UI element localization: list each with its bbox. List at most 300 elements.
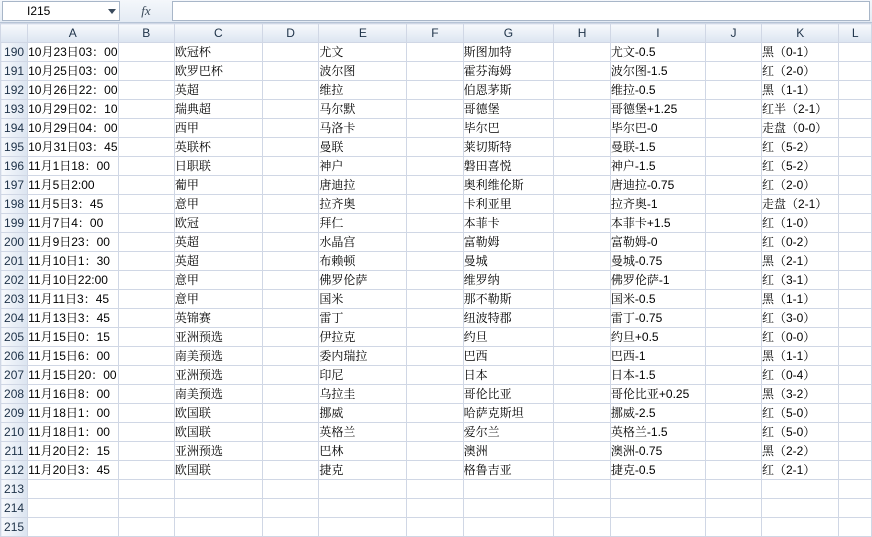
row-header[interactable]: 201: [1, 252, 28, 271]
row-header[interactable]: 195: [1, 138, 28, 157]
cell-J193[interactable]: [706, 100, 762, 119]
cell-I205[interactable]: 约旦+0.5: [610, 328, 705, 347]
cell-J206[interactable]: [706, 347, 762, 366]
cell-I212[interactable]: 捷克-0.5: [610, 461, 705, 480]
cell-J209[interactable]: [706, 404, 762, 423]
cell-L215[interactable]: [839, 518, 872, 537]
row-header[interactable]: 197: [1, 176, 28, 195]
cell-H209[interactable]: [554, 404, 611, 423]
cell-G211[interactable]: 澳洲: [463, 442, 554, 461]
cell-G191[interactable]: 霍芬海姆: [463, 62, 554, 81]
cell-H196[interactable]: [554, 157, 611, 176]
cell-H202[interactable]: [554, 271, 611, 290]
cell-B197[interactable]: [118, 176, 174, 195]
cell-D191[interactable]: [262, 62, 319, 81]
column-header-B[interactable]: B: [118, 24, 174, 43]
cell-E206[interactable]: 委内瑞拉: [319, 347, 407, 366]
cell-L214[interactable]: [839, 499, 872, 518]
cell-D212[interactable]: [262, 461, 319, 480]
cell-G207[interactable]: 日本: [463, 366, 554, 385]
cell-C213[interactable]: [174, 480, 262, 499]
cell-G213[interactable]: [463, 480, 554, 499]
cell-L207[interactable]: [839, 366, 872, 385]
cell-A196[interactable]: 11月1日18：00: [28, 157, 118, 176]
cell-C194[interactable]: 西甲: [174, 119, 262, 138]
cell-E196[interactable]: 神户: [319, 157, 407, 176]
cell-A215[interactable]: [28, 518, 118, 537]
cell-L193[interactable]: [839, 100, 872, 119]
cell-L192[interactable]: [839, 81, 872, 100]
cell-E214[interactable]: [319, 499, 407, 518]
cell-A208[interactable]: 11月16日8：00: [28, 385, 118, 404]
cell-K212[interactable]: 红（2-1）: [761, 461, 839, 480]
cell-F199[interactable]: [407, 214, 463, 233]
cell-A192[interactable]: 10月26日22：00: [28, 81, 118, 100]
column-header-A[interactable]: A: [28, 24, 118, 43]
cell-C203[interactable]: 意甲: [174, 290, 262, 309]
cell-A198[interactable]: 11月5日3：45: [28, 195, 118, 214]
cell-I210[interactable]: 英格兰-1.5: [610, 423, 705, 442]
cell-I200[interactable]: 富勒姆-0: [610, 233, 705, 252]
cell-B205[interactable]: [118, 328, 174, 347]
cell-E212[interactable]: 捷克: [319, 461, 407, 480]
row-header[interactable]: 198: [1, 195, 28, 214]
cell-F211[interactable]: [407, 442, 463, 461]
cell-K214[interactable]: [761, 499, 839, 518]
cell-D210[interactable]: [262, 423, 319, 442]
cell-F213[interactable]: [407, 480, 463, 499]
cell-I199[interactable]: 本菲卡+1.5: [610, 214, 705, 233]
cell-B193[interactable]: [118, 100, 174, 119]
cell-F204[interactable]: [407, 309, 463, 328]
cell-K201[interactable]: 黑（2-1）: [761, 252, 839, 271]
row-header[interactable]: 211: [1, 442, 28, 461]
chevron-down-icon[interactable]: [108, 9, 116, 14]
cell-D194[interactable]: [262, 119, 319, 138]
cell-C215[interactable]: [174, 518, 262, 537]
cell-J203[interactable]: [706, 290, 762, 309]
row-header[interactable]: 199: [1, 214, 28, 233]
cell-H199[interactable]: [554, 214, 611, 233]
cell-D202[interactable]: [262, 271, 319, 290]
cell-F207[interactable]: [407, 366, 463, 385]
name-box[interactable]: [2, 1, 120, 21]
cell-J213[interactable]: [706, 480, 762, 499]
row-header[interactable]: 208: [1, 385, 28, 404]
cell-B202[interactable]: [118, 271, 174, 290]
cell-L197[interactable]: [839, 176, 872, 195]
cell-I190[interactable]: 尤文-0.5: [610, 43, 705, 62]
cell-C204[interactable]: 英锦赛: [174, 309, 262, 328]
cell-B209[interactable]: [118, 404, 174, 423]
cell-F215[interactable]: [407, 518, 463, 537]
cell-C211[interactable]: 亚洲预选: [174, 442, 262, 461]
row-header[interactable]: 200: [1, 233, 28, 252]
cell-E201[interactable]: 布赖顿: [319, 252, 407, 271]
cell-F210[interactable]: [407, 423, 463, 442]
cell-A211[interactable]: 11月20日2：15: [28, 442, 118, 461]
cell-K213[interactable]: [761, 480, 839, 499]
cell-G210[interactable]: 爱尔兰: [463, 423, 554, 442]
cell-C195[interactable]: 英联杯: [174, 138, 262, 157]
cell-I196[interactable]: 神户-1.5: [610, 157, 705, 176]
cell-H201[interactable]: [554, 252, 611, 271]
cell-J201[interactable]: [706, 252, 762, 271]
row-header[interactable]: 207: [1, 366, 28, 385]
cell-D214[interactable]: [262, 499, 319, 518]
cell-J204[interactable]: [706, 309, 762, 328]
cell-L209[interactable]: [839, 404, 872, 423]
cell-D190[interactable]: [262, 43, 319, 62]
cell-H194[interactable]: [554, 119, 611, 138]
cell-G202[interactable]: 维罗纳: [463, 271, 554, 290]
cell-I203[interactable]: 国米-0.5: [610, 290, 705, 309]
cell-E209[interactable]: 挪威: [319, 404, 407, 423]
cell-D200[interactable]: [262, 233, 319, 252]
cell-F192[interactable]: [407, 81, 463, 100]
cell-K208[interactable]: 黑（3-2）: [761, 385, 839, 404]
cell-E199[interactable]: 拜仁: [319, 214, 407, 233]
row-header[interactable]: 206: [1, 347, 28, 366]
cell-J208[interactable]: [706, 385, 762, 404]
cell-K200[interactable]: 红（0-2）: [761, 233, 839, 252]
cell-A191[interactable]: 10月25日03：00: [28, 62, 118, 81]
cell-K211[interactable]: 黑（2-2）: [761, 442, 839, 461]
cell-C196[interactable]: 日职联: [174, 157, 262, 176]
cell-K198[interactable]: 走盘（2-1）: [761, 195, 839, 214]
cell-J215[interactable]: [706, 518, 762, 537]
cell-C201[interactable]: 英超: [174, 252, 262, 271]
cell-I195[interactable]: 曼联-1.5: [610, 138, 705, 157]
cell-K192[interactable]: 黑（1-1）: [761, 81, 839, 100]
cell-L191[interactable]: [839, 62, 872, 81]
cell-G215[interactable]: [463, 518, 554, 537]
cell-J202[interactable]: [706, 271, 762, 290]
column-header-K[interactable]: K: [761, 24, 839, 43]
cell-C190[interactable]: 欧冠杯: [174, 43, 262, 62]
cell-C200[interactable]: 英超: [174, 233, 262, 252]
cell-E192[interactable]: 维拉: [319, 81, 407, 100]
cell-C209[interactable]: 欧国联: [174, 404, 262, 423]
cell-K210[interactable]: 红（5-0）: [761, 423, 839, 442]
cell-D192[interactable]: [262, 81, 319, 100]
cell-D208[interactable]: [262, 385, 319, 404]
cell-H212[interactable]: [554, 461, 611, 480]
column-header-F[interactable]: F: [407, 24, 463, 43]
cell-F194[interactable]: [407, 119, 463, 138]
cell-K199[interactable]: 红（1-0）: [761, 214, 839, 233]
cell-E205[interactable]: 伊拉克: [319, 328, 407, 347]
column-header-L[interactable]: L: [839, 24, 872, 43]
cell-A202[interactable]: 11月10日22:00: [28, 271, 118, 290]
cell-C206[interactable]: 南美预选: [174, 347, 262, 366]
cell-H200[interactable]: [554, 233, 611, 252]
cell-A190[interactable]: 10月23日03：00: [28, 43, 118, 62]
cell-K205[interactable]: 红（0-0）: [761, 328, 839, 347]
cell-A204[interactable]: 11月13日3：45: [28, 309, 118, 328]
cell-J199[interactable]: [706, 214, 762, 233]
cell-D203[interactable]: [262, 290, 319, 309]
column-header-C[interactable]: C: [174, 24, 262, 43]
cell-B210[interactable]: [118, 423, 174, 442]
cell-D206[interactable]: [262, 347, 319, 366]
cell-B208[interactable]: [118, 385, 174, 404]
cell-B212[interactable]: [118, 461, 174, 480]
cell-A206[interactable]: 11月15日6：00: [28, 347, 118, 366]
cell-A213[interactable]: [28, 480, 118, 499]
cell-E191[interactable]: 波尔图: [319, 62, 407, 81]
cell-D198[interactable]: [262, 195, 319, 214]
cell-B206[interactable]: [118, 347, 174, 366]
cell-A199[interactable]: 11月7日4：00: [28, 214, 118, 233]
cell-G194[interactable]: 毕尔巴: [463, 119, 554, 138]
cell-E204[interactable]: 雷丁: [319, 309, 407, 328]
cell-C197[interactable]: 葡甲: [174, 176, 262, 195]
cell-E194[interactable]: 马洛卡: [319, 119, 407, 138]
row-header[interactable]: 203: [1, 290, 28, 309]
cell-L203[interactable]: [839, 290, 872, 309]
cell-I215[interactable]: [610, 518, 705, 537]
formula-input[interactable]: [172, 1, 870, 21]
cell-A194[interactable]: 10月29日04：00: [28, 119, 118, 138]
cell-D207[interactable]: [262, 366, 319, 385]
cell-J200[interactable]: [706, 233, 762, 252]
cell-G200[interactable]: 富勒姆: [463, 233, 554, 252]
cell-A209[interactable]: 11月18日1：00: [28, 404, 118, 423]
cell-L212[interactable]: [839, 461, 872, 480]
cell-F209[interactable]: [407, 404, 463, 423]
cell-I204[interactable]: 雷丁-0.75: [610, 309, 705, 328]
row-header[interactable]: 212: [1, 461, 28, 480]
cell-E208[interactable]: 乌拉圭: [319, 385, 407, 404]
cell-L202[interactable]: [839, 271, 872, 290]
cell-J192[interactable]: [706, 81, 762, 100]
cell-B213[interactable]: [118, 480, 174, 499]
cell-K193[interactable]: 红半（2-1）: [761, 100, 839, 119]
cell-H206[interactable]: [554, 347, 611, 366]
row-header[interactable]: 205: [1, 328, 28, 347]
cell-C191[interactable]: 欧罗巴杯: [174, 62, 262, 81]
insert-function-button[interactable]: [120, 0, 172, 22]
cell-B207[interactable]: [118, 366, 174, 385]
cell-F202[interactable]: [407, 271, 463, 290]
cell-L194[interactable]: [839, 119, 872, 138]
column-header-I[interactable]: I: [610, 24, 705, 43]
row-header[interactable]: 192: [1, 81, 28, 100]
cell-K194[interactable]: 走盘（0-0）: [761, 119, 839, 138]
cell-D199[interactable]: [262, 214, 319, 233]
cell-L199[interactable]: [839, 214, 872, 233]
row-header[interactable]: 213: [1, 480, 28, 499]
cell-J194[interactable]: [706, 119, 762, 138]
cell-I207[interactable]: 日本-1.5: [610, 366, 705, 385]
cell-K202[interactable]: 红（3-1）: [761, 271, 839, 290]
cell-C202[interactable]: 意甲: [174, 271, 262, 290]
cell-B195[interactable]: [118, 138, 174, 157]
cell-G204[interactable]: 纽波特郡: [463, 309, 554, 328]
cell-F214[interactable]: [407, 499, 463, 518]
cell-J196[interactable]: [706, 157, 762, 176]
cell-F212[interactable]: [407, 461, 463, 480]
cell-F200[interactable]: [407, 233, 463, 252]
cell-H190[interactable]: [554, 43, 611, 62]
cell-L196[interactable]: [839, 157, 872, 176]
cell-I193[interactable]: 哥德堡+1.25: [610, 100, 705, 119]
cell-F190[interactable]: [407, 43, 463, 62]
cell-J190[interactable]: [706, 43, 762, 62]
cell-G198[interactable]: 卡利亚里: [463, 195, 554, 214]
cell-H192[interactable]: [554, 81, 611, 100]
cell-G209[interactable]: 哈萨克斯坦: [463, 404, 554, 423]
cell-L204[interactable]: [839, 309, 872, 328]
cell-A207[interactable]: 11月15日20：00: [28, 366, 118, 385]
cell-K203[interactable]: 黑（1-1）: [761, 290, 839, 309]
cell-B214[interactable]: [118, 499, 174, 518]
cell-I194[interactable]: 毕尔巴-0: [610, 119, 705, 138]
column-header-J[interactable]: J: [706, 24, 762, 43]
cell-C193[interactable]: 瑞典超: [174, 100, 262, 119]
cell-E193[interactable]: 马尔默: [319, 100, 407, 119]
cell-H207[interactable]: [554, 366, 611, 385]
cell-D201[interactable]: [262, 252, 319, 271]
cell-D197[interactable]: [262, 176, 319, 195]
cell-E203[interactable]: 国米: [319, 290, 407, 309]
cell-F195[interactable]: [407, 138, 463, 157]
cell-E213[interactable]: [319, 480, 407, 499]
cell-G208[interactable]: 哥伦比亚: [463, 385, 554, 404]
cell-A201[interactable]: 11月10日1：30: [28, 252, 118, 271]
cell-A212[interactable]: 11月20日3：45: [28, 461, 118, 480]
cell-L211[interactable]: [839, 442, 872, 461]
cell-A205[interactable]: 11月15日0：15: [28, 328, 118, 347]
cell-L190[interactable]: [839, 43, 872, 62]
cell-C205[interactable]: 亚洲预选: [174, 328, 262, 347]
cell-K207[interactable]: 红（0-4）: [761, 366, 839, 385]
cell-F198[interactable]: [407, 195, 463, 214]
cell-F201[interactable]: [407, 252, 463, 271]
cell-D213[interactable]: [262, 480, 319, 499]
cell-A210[interactable]: 11月18日1：00: [28, 423, 118, 442]
cell-J191[interactable]: [706, 62, 762, 81]
cell-L201[interactable]: [839, 252, 872, 271]
cell-D215[interactable]: [262, 518, 319, 537]
cell-F203[interactable]: [407, 290, 463, 309]
cell-I202[interactable]: 佛罗伦萨-1: [610, 271, 705, 290]
cell-G199[interactable]: 本菲卡: [463, 214, 554, 233]
cell-K190[interactable]: 黑（0-1）: [761, 43, 839, 62]
cell-J210[interactable]: [706, 423, 762, 442]
cell-C208[interactable]: 南美预选: [174, 385, 262, 404]
cell-C199[interactable]: 欧冠: [174, 214, 262, 233]
row-header[interactable]: 209: [1, 404, 28, 423]
cell-I192[interactable]: 维拉-0.5: [610, 81, 705, 100]
cell-B215[interactable]: [118, 518, 174, 537]
cell-G205[interactable]: 约旦: [463, 328, 554, 347]
cell-B196[interactable]: [118, 157, 174, 176]
cell-G203[interactable]: 那不勒斯: [463, 290, 554, 309]
cell-B203[interactable]: [118, 290, 174, 309]
cell-B204[interactable]: [118, 309, 174, 328]
column-header-H[interactable]: H: [554, 24, 611, 43]
cell-E200[interactable]: 水晶宫: [319, 233, 407, 252]
cell-G196[interactable]: 磐田喜悦: [463, 157, 554, 176]
cell-F193[interactable]: [407, 100, 463, 119]
cell-C198[interactable]: 意甲: [174, 195, 262, 214]
row-header[interactable]: 210: [1, 423, 28, 442]
cell-B211[interactable]: [118, 442, 174, 461]
cell-K206[interactable]: 黑（1-1）: [761, 347, 839, 366]
cell-G206[interactable]: 巴西: [463, 347, 554, 366]
cell-F191[interactable]: [407, 62, 463, 81]
cell-H193[interactable]: [554, 100, 611, 119]
cell-C214[interactable]: [174, 499, 262, 518]
cell-A195[interactable]: 10月31日03：45: [28, 138, 118, 157]
cell-E215[interactable]: [319, 518, 407, 537]
column-header-E[interactable]: E: [319, 24, 407, 43]
cell-J195[interactable]: [706, 138, 762, 157]
cell-D193[interactable]: [262, 100, 319, 119]
cell-H204[interactable]: [554, 309, 611, 328]
cell-H205[interactable]: [554, 328, 611, 347]
cell-B201[interactable]: [118, 252, 174, 271]
cell-I206[interactable]: 巴西-1: [610, 347, 705, 366]
cell-I208[interactable]: 哥伦比亚+0.25: [610, 385, 705, 404]
cell-L210[interactable]: [839, 423, 872, 442]
cell-J212[interactable]: [706, 461, 762, 480]
cell-K209[interactable]: 红（5-0）: [761, 404, 839, 423]
cell-D195[interactable]: [262, 138, 319, 157]
cell-J214[interactable]: [706, 499, 762, 518]
cell-J211[interactable]: [706, 442, 762, 461]
cell-A193[interactable]: 10月29日02：10: [28, 100, 118, 119]
select-all-corner[interactable]: [1, 24, 28, 43]
cell-J197[interactable]: [706, 176, 762, 195]
cell-G197[interactable]: 奥利维伦斯: [463, 176, 554, 195]
cell-A200[interactable]: 11月9日23：00: [28, 233, 118, 252]
cell-D211[interactable]: [262, 442, 319, 461]
cell-J207[interactable]: [706, 366, 762, 385]
cell-H215[interactable]: [554, 518, 611, 537]
cell-F197[interactable]: [407, 176, 463, 195]
cell-B190[interactable]: [118, 43, 174, 62]
cell-G193[interactable]: 哥德堡: [463, 100, 554, 119]
cell-I191[interactable]: 波尔图-1.5: [610, 62, 705, 81]
cell-I198[interactable]: 拉齐奥-1: [610, 195, 705, 214]
cell-E195[interactable]: 曼联: [319, 138, 407, 157]
cell-L206[interactable]: [839, 347, 872, 366]
cell-H195[interactable]: [554, 138, 611, 157]
cell-L205[interactable]: [839, 328, 872, 347]
cell-K215[interactable]: [761, 518, 839, 537]
cell-G192[interactable]: 伯恩茅斯: [463, 81, 554, 100]
cell-E211[interactable]: 巴林: [319, 442, 407, 461]
cell-I197[interactable]: 唐迪拉-0.75: [610, 176, 705, 195]
cell-F208[interactable]: [407, 385, 463, 404]
cell-G201[interactable]: 曼城: [463, 252, 554, 271]
row-header[interactable]: 193: [1, 100, 28, 119]
cell-E197[interactable]: 唐迪拉: [319, 176, 407, 195]
row-header[interactable]: 202: [1, 271, 28, 290]
cell-H213[interactable]: [554, 480, 611, 499]
cell-J198[interactable]: [706, 195, 762, 214]
cell-I201[interactable]: 曼城-0.75: [610, 252, 705, 271]
cell-G190[interactable]: 斯图加特: [463, 43, 554, 62]
row-header[interactable]: 215: [1, 518, 28, 537]
row-header[interactable]: 190: [1, 43, 28, 62]
row-header[interactable]: 196: [1, 157, 28, 176]
cell-H210[interactable]: [554, 423, 611, 442]
cell-K197[interactable]: 红（2-0）: [761, 176, 839, 195]
